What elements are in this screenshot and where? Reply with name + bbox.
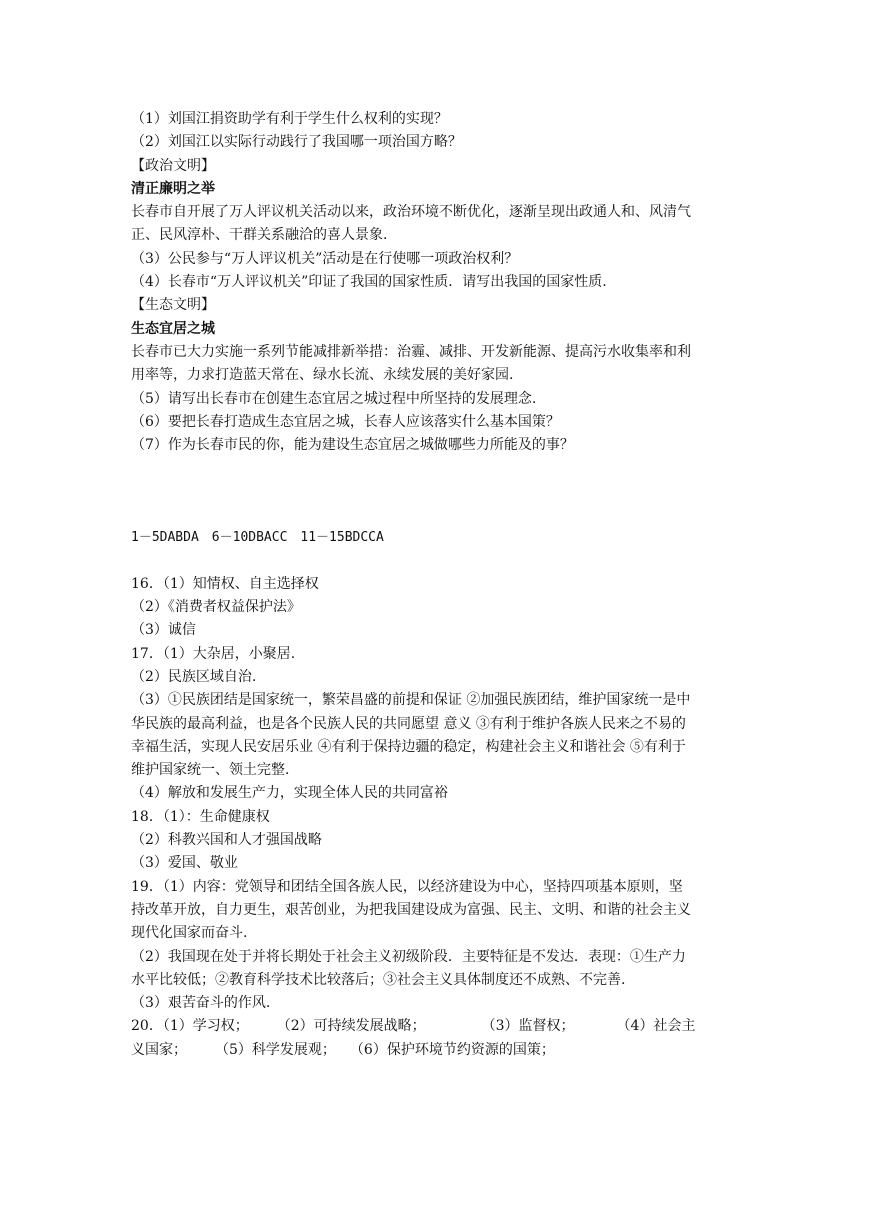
- answer-19-line-6: （3）艰苦奋斗的作风.: [131, 995, 271, 1012]
- section-title-ecological: 生态宜居之城: [131, 320, 215, 337]
- ecological-paragraph-line-2: 用率等，力求打造蓝天常在、绿水长流、永续发展的美好家园.: [131, 367, 514, 384]
- question-7: （7）作为长春市民的你，能为建设生态宜居之城做哪些力所能及的事？: [131, 437, 574, 454]
- answer-19-line-5: 水平比较低；②教育科学技术比较落后；③社会主义具体制度还不成熟、不完善.: [131, 971, 626, 988]
- spacer: [131, 550, 738, 573]
- answer-19-line-4: （2）我国现在处于并将长期处于社会主义初级阶段．主要特征是不发达．表现：①生产力: [131, 948, 686, 965]
- spacer: [131, 457, 738, 526]
- answer-17-line-2: （2）民族区域自治.: [131, 668, 257, 685]
- answer-19-line-3: 现代化国家而奋斗.: [131, 925, 248, 942]
- answer-16-line-3: （3）诚信: [131, 622, 196, 639]
- question-3: （3）公民参与“万人评议机关”活动是在行使哪一项政治权利？: [131, 250, 519, 267]
- question-6: （6）要把长春打造成生态宜居之城，长春人应该落实什么基本国策？: [131, 413, 560, 430]
- answer-17-line-7: （4）解放和发展生产力，实现全体人民的共同富裕: [131, 785, 448, 802]
- choice-answers: 1－5DABDA 6－10DBACC 11－15BDCCA: [131, 530, 384, 546]
- question-5: （5）请写出长春市在创建生态宜居之城过程中所坚持的发展理念.: [131, 390, 537, 407]
- answer-17-line-3: （3）①民族团结是国家统一，繁荣昌盛的前提和保证 ②加强民族团结，维护国家统一是中: [131, 692, 691, 709]
- answer-20-line-1: 20．（1）学习权； （2）可持续发展战略； （3）监督权； （4）社会主: [131, 1018, 696, 1035]
- section-heading-political: 【政治文明】: [131, 157, 215, 174]
- answer-17-line-5: 幸福生活，实现人民安居乐业 ④有利于保持边疆的稳定，构建社会主义和谐社会 ⑤有利于: [131, 738, 686, 755]
- question-2: （2）刘国江以实际行动践行了我国哪一项治国方略？: [131, 134, 462, 151]
- answer-18-line-3: （3）爱国、敬业: [131, 855, 238, 872]
- answer-19-line-1: 19．（1）内容：党领导和团结全国各族人民，以经济建设为中心，坚持四项基本原则，坚: [131, 878, 683, 895]
- question-4: （4）长春市“万人评议机关”印证了我国的国家性质．请写出我国的国家性质.: [131, 274, 607, 291]
- political-paragraph-line-1: 长春市自开展了万人评议机关活动以来，政治环境不断优化，逐渐呈现出政通人和、风清气: [131, 204, 691, 221]
- section-title-political: 清正廉明之举: [131, 180, 215, 197]
- answer-20-line-2: 义国家； （5）科学发展观； （6）保护环境节约资源的国策；: [131, 1041, 555, 1058]
- answer-18-line-2: （2）科教兴国和人才强国战略: [131, 832, 322, 849]
- answer-18-line-1: 18．（1）：生命健康权: [131, 808, 270, 825]
- answer-17-line-1: 17．（1）大杂居，小聚居.: [131, 645, 296, 662]
- section-heading-ecological: 【生态文明】: [131, 297, 215, 314]
- answer-16-line-1: 16．（1）知情权、自主选择权: [131, 575, 319, 592]
- political-paragraph-line-2: 正、民风淳朴、干群关系融洽的喜人景象.: [131, 227, 388, 244]
- question-1: （1）刘国江捐资助学有利于学生什么权利的实现？: [131, 111, 448, 127]
- answer-16-line-2: （2）《消费者权益保护法》: [131, 599, 301, 616]
- answer-17-line-4: 华民族的最高利益，也是各个民族人民的共同愿望 意义 ③有利于维护各族人民来之不易的: [131, 715, 686, 732]
- answer-17-line-6: 维护国家统一、领土完整.: [131, 762, 290, 779]
- answer-19-line-2: 持改革开放，自力更生，艰苦创业，为把我国建设成为富强、民主、文明、和谐的社会主义: [131, 901, 691, 918]
- ecological-paragraph-line-1: 长春市已大力实施一系列节能减排新举措：治霾、减排、开发新能源、提高污水收集率和利: [131, 343, 691, 360]
